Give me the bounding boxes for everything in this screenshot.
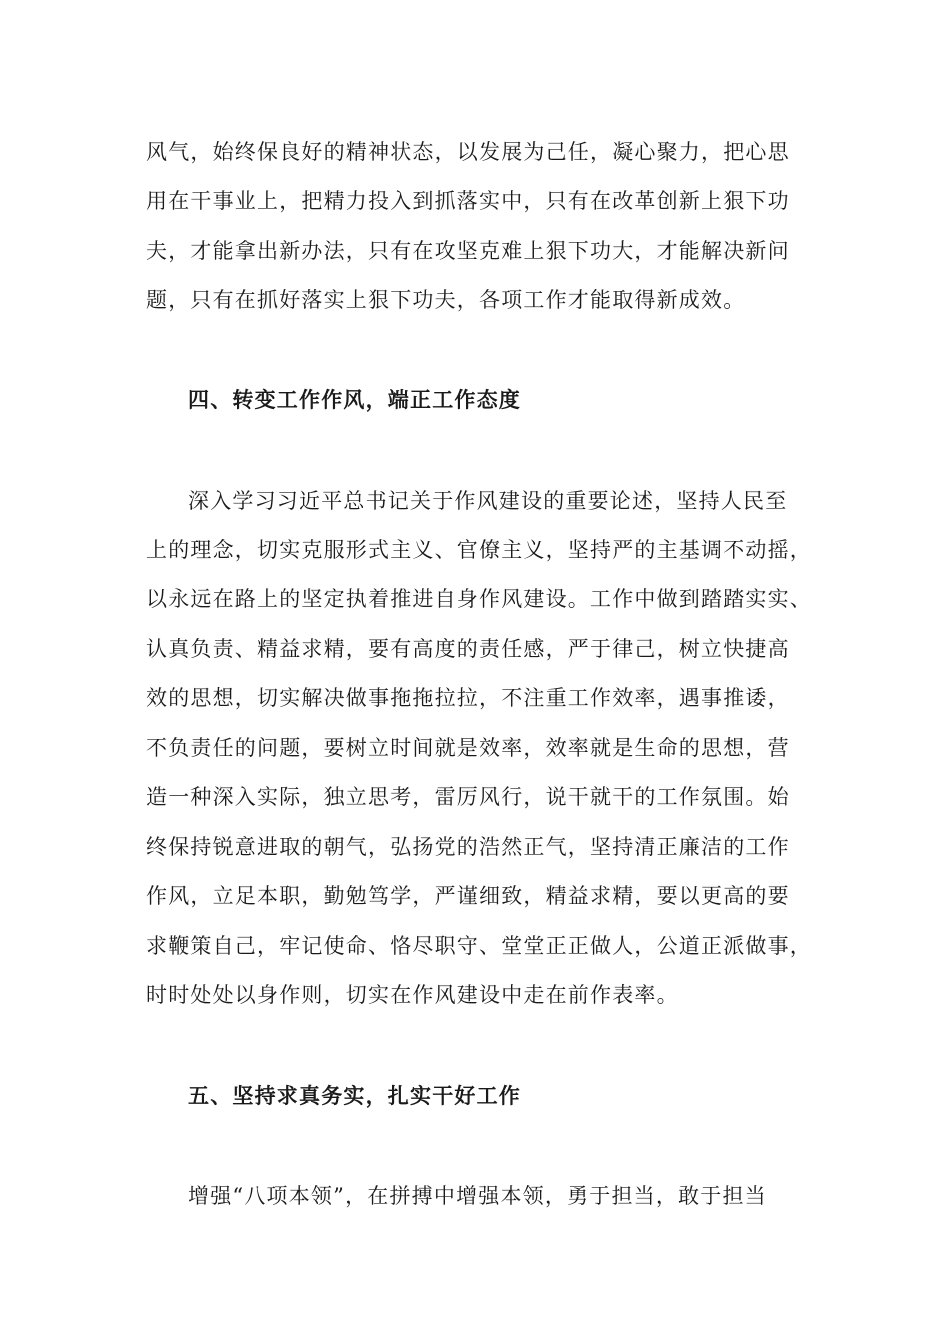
text-line: 上的理念，切实克服形式主义、官僚主义，坚持严的主基调不动摇， [146, 538, 812, 562]
text-line: 题，只有在抓好落实上狠下功夫，各项工作才能取得新成效。 [146, 288, 746, 312]
text-line: 用在干事业上，把精力投入到抓落实中，只有在改革创新上狠下功 [146, 189, 790, 213]
text-line: 造一种深入实际，独立思考，雷厉风行，说干就干的工作氛围。始 [146, 785, 790, 809]
text-line: 求鞭策自己，牢记使命、恪尽职守、堂堂正正做人，公道正派做事， [146, 934, 812, 958]
text-line: 时时处处以身作则，切实在作风建设中走在前作表率。 [146, 983, 679, 1007]
text-line: 认真负责、精益求精，要有高度的责任感，严于律己，树立快捷高 [146, 637, 790, 661]
text-line: 不负责任的问题，要树立时间就是效率，效率就是生命的思想，营 [146, 736, 790, 760]
text-line: 夫，才能拿出新办法，只有在攻坚克难上狠下功大，才能解决新问 [146, 239, 790, 263]
text-line: 效的思想，切实解决做事拖拖拉拉，不注重工作效率，遇事推诿， [146, 686, 790, 710]
text-line: 增强“八项本领”，在拼搏中增强本领，勇于担当，敢于担当 [188, 1184, 767, 1208]
text-line: 以永远在路上的坚定执着推进自身作风建设。工作中做到踏踏实实、 [146, 587, 812, 611]
text-line: 深入学习习近平总书记关于作风建设的重要论述，坚持人民至 [188, 489, 788, 513]
text-line: 终保持锐意进取的朝气，弘扬党的浩然正气，坚持清正廉洁的工作 [146, 835, 790, 859]
text-line: 风气，始终保良好的精神状态，以发展为己任，凝心聚力，把心思 [146, 140, 790, 164]
text-line: 作风，立足本职，勤勉笃学，严谨细致，精益求精，要以更高的要 [146, 884, 790, 908]
section-heading-5: 五、坚持求真务实，扎实干好工作 [188, 1083, 521, 1108]
section-heading-4: 四、转变工作作风，端正工作态度 [188, 387, 521, 412]
